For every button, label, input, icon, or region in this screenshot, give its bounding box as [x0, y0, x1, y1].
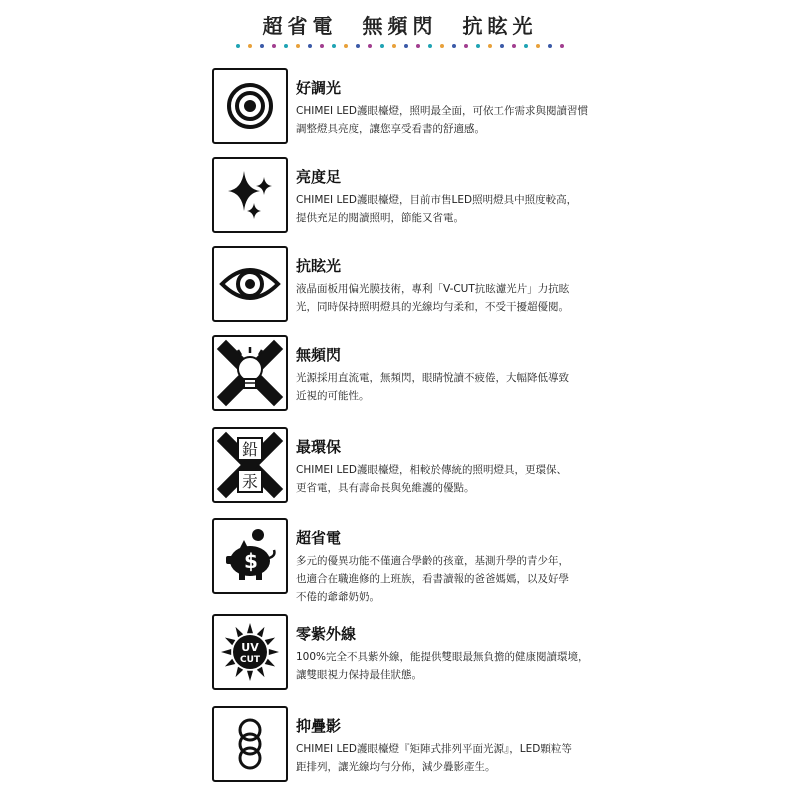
uv-glyph: UV — [241, 641, 259, 654]
feature-description-line: CHIMEI LED護眼檯燈，相較於傳統的照明燈具，更環保、 — [296, 464, 568, 476]
feature-title: 抑疊影 — [296, 717, 342, 735]
decorative-dot — [404, 44, 408, 48]
feature-title: 抗眩光 — [296, 257, 342, 275]
decorative-dot — [440, 44, 444, 48]
feature-description — [296, 369, 596, 405]
sun-ray — [225, 659, 235, 667]
no-flicker-bulb-icon — [212, 335, 288, 411]
feature-brightness — [210, 157, 600, 237]
decorative-dot — [488, 44, 492, 48]
feature-no-flicker — [210, 335, 600, 415]
decorative-dot — [260, 44, 264, 48]
decorative-dot — [560, 44, 564, 48]
piggy-bank-icon — [212, 518, 288, 594]
adjust-light-icon — [212, 68, 288, 144]
feature-description-line: 近視的可能性。 — [296, 390, 370, 402]
sun-ray — [265, 638, 275, 646]
decorative-dot — [368, 44, 372, 48]
feature-description-line: 光，同時保持照明燈具的光線均勻柔和，不受干擾超優閱。 — [296, 301, 569, 313]
feature-description — [296, 740, 596, 776]
no-lead-mercury-icon — [212, 427, 288, 503]
decorative-dot — [512, 44, 516, 48]
feature-title: 好調光 — [296, 79, 342, 97]
feature-description-line: CHIMEI LED護眼檯燈，照明最全面，可依工作需求與閱讀習慣 — [296, 105, 589, 117]
dollar-glyph: $ — [244, 549, 258, 573]
feature-title: 零紫外線 — [296, 625, 357, 643]
feature-title: 超省電 — [296, 529, 342, 547]
feature-description — [296, 648, 596, 684]
feature-description-line: 100%完全不具紫外線，能提供雙眼最無負擔的健康閱讀環境， — [296, 651, 589, 663]
feature-description — [296, 461, 596, 497]
decorative-dot — [380, 44, 384, 48]
feature-description-line: 也適合在職進修的上班族，看書讀報的爸爸媽媽，以及好學 — [296, 573, 569, 585]
decorative-dot — [452, 44, 456, 48]
sun-ray — [225, 638, 235, 646]
decorative-dot — [272, 44, 276, 48]
decorative-dot — [476, 44, 480, 48]
decorative-dot — [296, 44, 300, 48]
decorative-dot — [236, 44, 240, 48]
feature-description-line: 光源採用直流電，無頻閃，眼睛悅讀不疲倦，大幅降低導致 — [296, 372, 569, 384]
decorative-dot-row — [236, 42, 564, 50]
decorative-dot — [464, 44, 468, 48]
sun-ray — [265, 659, 275, 667]
feature-power-saving — [210, 518, 600, 603]
sun-ray — [269, 649, 279, 655]
feature-description-line: 不倦的爺爺奶奶。 — [296, 591, 380, 603]
sun-ray — [247, 671, 253, 681]
feature-description — [296, 102, 596, 138]
page-headline: 超省電 無頻閃 抗眩光 — [262, 14, 538, 38]
feature-description — [296, 552, 596, 606]
feature-title: 亮度足 — [296, 168, 342, 186]
feature-description-line: 調整燈具亮度，讓您享受看書的舒適感。 — [296, 123, 485, 135]
anti-ghosting-icon — [212, 706, 288, 782]
feature-description-line: 更省電，具有壽命長與免維護的優點。 — [296, 482, 475, 494]
decorative-dot — [320, 44, 324, 48]
decorative-dot — [332, 44, 336, 48]
decorative-dot — [548, 44, 552, 48]
feature-description — [296, 191, 596, 227]
sun-ray — [257, 627, 265, 637]
cut-glyph: CUT — [239, 655, 261, 665]
sparkle-icon — [212, 157, 288, 233]
feature-description-line: 多元的優異功能不僅適合學齡的孩童，基測升學的青少年， — [296, 555, 569, 567]
decorative-dot — [428, 44, 432, 48]
feature-description — [296, 280, 596, 316]
decorative-dot — [248, 44, 252, 48]
feature-title: 無頻閃 — [296, 346, 342, 364]
uv-cut-icon — [212, 614, 288, 690]
decorative-dot — [344, 44, 348, 48]
decorative-dot — [356, 44, 360, 48]
decorative-dot — [536, 44, 540, 48]
feature-eco — [210, 427, 600, 507]
feature-title: 最環保 — [296, 438, 342, 456]
decorative-dot — [392, 44, 396, 48]
sun-ray — [221, 649, 231, 655]
sun-ray — [236, 667, 244, 677]
decorative-dot — [416, 44, 420, 48]
decorative-dot — [500, 44, 504, 48]
mercury-glyph: 汞 — [241, 472, 259, 491]
feature-description-line: 讓雙眼視力保持最佳狀態。 — [296, 669, 422, 681]
feature-zero-uv — [210, 614, 600, 694]
feature-description-line: CHIMEI LED護眼檯燈『矩陣式排列平面光源』，LED顆粒等 — [296, 743, 572, 755]
decorative-dot — [524, 44, 528, 48]
feature-description-line: CHIMEI LED護眼檯燈，目前市售LED照明燈具中照度較高， — [296, 194, 578, 206]
lead-glyph: 鉛 — [241, 440, 259, 459]
feature-description-line: 提供充足的閱讀照明，節能又省電。 — [296, 212, 464, 224]
sun-ray — [236, 627, 244, 637]
feature-description-line: 距排列，讓光線均勻分佈，減少疊影產生。 — [296, 761, 496, 773]
feature-anti-ghosting — [210, 706, 600, 786]
decorative-dot — [284, 44, 288, 48]
eye-icon — [212, 246, 288, 322]
decorative-dot — [308, 44, 312, 48]
sun-ray — [247, 623, 253, 633]
feature-description-line: 液晶面板用偏光膜技術，專利「V-CUT抗眩濾光片」力抗眩 — [296, 283, 570, 295]
sun-ray — [257, 667, 265, 677]
feature-adjust-light — [210, 68, 600, 148]
feature-anti-glare — [210, 246, 600, 326]
